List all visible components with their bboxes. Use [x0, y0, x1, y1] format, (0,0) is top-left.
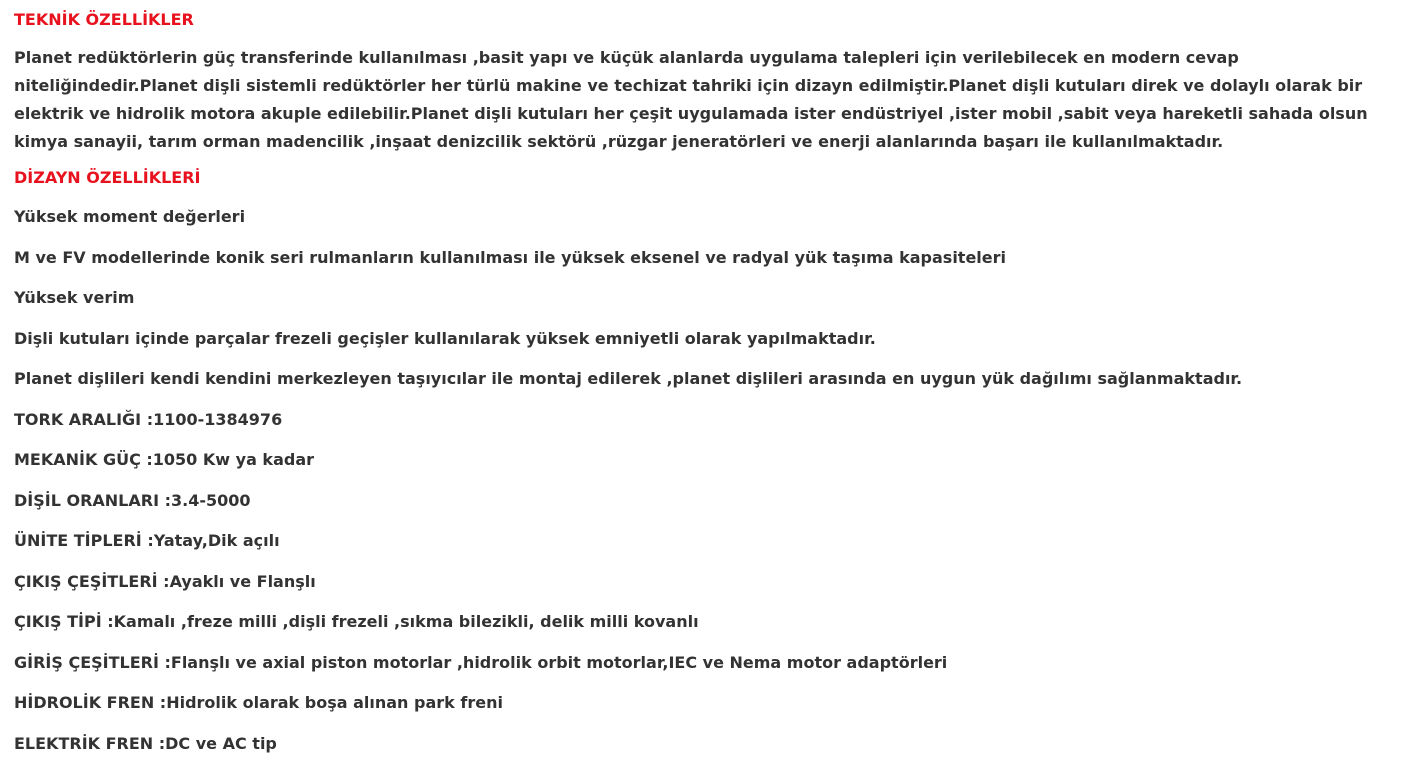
spec-output-variants: ÇIKIŞ ÇEŞİTLERİ :Ayaklı ve Flanşlı [14, 571, 316, 591]
design-features-heading: DİZAYN ÖZELLİKLERİ [14, 168, 201, 187]
feature-planet-carriers: Planet dişlileri kendi kendini merkezleyen taşıyıcılar ile montaj edilerek ,planet dişlileri arasında en uygun yük dağılımı sağlanmaktadır. [14, 369, 1243, 388]
spec-output-type: ÇIKIŞ TİPİ :Kamalı ,freze milli ,dişli frezeli ,sıkma bilezikli, delik milli kovanlı [14, 612, 699, 631]
spec-hydraulic-brake: HİDROLİK FREN :Hidrolik olarak boşa alınan park freni [14, 693, 503, 712]
spec-electric-brake: ELEKTRİK FREN :DC ve AC tip [14, 733, 277, 753]
spec-torque-range: TORK ARALIĞI :1100-1384976 [14, 409, 283, 429]
design-features-list [14, 207, 1403, 754]
feature-bearings: M ve FV modellerinde konik seri rulmanların kullanılması ile yüksek eksenel ve radyal yük taşıma kapasiteleri [14, 247, 1007, 267]
spec-unit-types: ÜNİTE TİPLERİ :Yatay,Dik açılı [14, 531, 280, 550]
spec-input-variants: GİRİŞ ÇEŞİTLERİ :Flanşlı ve axial piston motorlar ,hidrolik orbit motorlar,IEC ve Nema motor adaptörleri [14, 652, 948, 672]
feature-high-torque: Yüksek moment değerleri [14, 207, 246, 226]
technical-features-paragraph: Planet redüktörlerin güç transferinde kullanılması ,basit yapı ve küçük alanlarda uygulama talepleri için verilebilecek en modern cevap niteliğindedir.Planet dişli sistemli redüktörler her türlü makine ve techizat tahriki için dizayn edilmiştir.Planet dişli kutuları direk ve dolaylı olarak bir elektrik ve hidrolik motora akuple edilebilir.Planet dişli kutuları her çeşit uygulamada ister endüstriyel ,ister mobil ,sabit veya hareketli sahada olsun kimya sanayii, tarım orman madencilik ,inşaat denizcilik sektörü ,rüzgar jeneratörleri ve enerji alanlarında başarı ile kullanılmaktadır. [14, 48, 1368, 151]
technical-features-heading: TEKNİK ÖZELLİKLER [14, 10, 194, 29]
feature-spline-connections: Dişli kutuları içinde parçalar frezeli geçişler kullanılarak yüksek emniyetli olarak yapılmaktadır. [14, 328, 876, 348]
feature-high-efficiency: Yüksek verim [14, 288, 135, 307]
spec-mechanical-power: MEKANİK GÜÇ :1050 Kw ya kadar [14, 450, 315, 469]
spec-gear-ratios: DİŞİL ORANLARI :3.4-5000 [14, 490, 251, 510]
